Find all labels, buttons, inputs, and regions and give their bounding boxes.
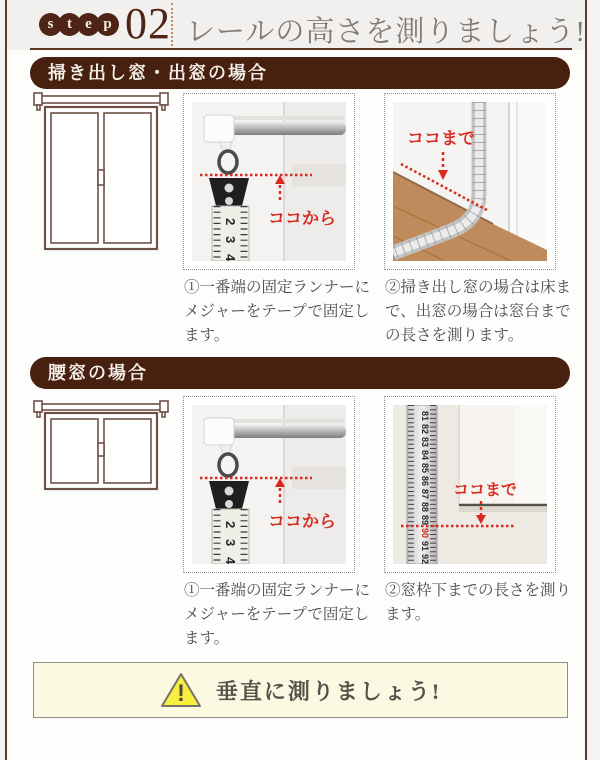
tape-number: 88 [420, 502, 430, 513]
measuring-tape [212, 509, 249, 564]
tape-number: 4 [223, 254, 238, 261]
tape-number: 82 [420, 424, 430, 435]
step-number: 02 [125, 0, 171, 48]
page-title: レールの高さを測りましょう! [186, 16, 587, 48]
caption-fix-tape: ①一番端の固定ランナーにメジャーをテープで固定します。 [184, 582, 371, 648]
waist-window-diagram [28, 398, 174, 494]
tape-number: 87 [420, 489, 430, 500]
koko-kara-label: ココから [268, 512, 336, 531]
tape-number: 84 [420, 450, 430, 461]
tape-number: 81 [420, 411, 430, 422]
section-heading-waist-window: 腰窓の場合 [30, 357, 570, 389]
pole-end-cap [204, 418, 234, 445]
curtain-rail [39, 404, 163, 410]
curtain-pole [220, 122, 346, 135]
tape-number: 3 [223, 236, 238, 244]
tape-number-90: 90 [420, 528, 430, 539]
right-border-line [585, 0, 587, 760]
step-badge [39, 0, 171, 48]
dotted-divider [171, 3, 173, 46]
tape-number: 3 [223, 539, 238, 547]
curtain-pole [220, 425, 346, 438]
warning-triangle-icon [160, 671, 202, 709]
koko-kara-label: ココから [268, 209, 336, 228]
tape-number: 83 [420, 437, 430, 448]
photo-rail-runner-closeup [183, 93, 355, 270]
section-heading-sweep-window: 掃き出し窓・出窓の場合 [30, 57, 570, 89]
notice-box [33, 662, 568, 718]
step-letter-circle: p [96, 13, 119, 36]
tape-number: 86 [420, 476, 430, 487]
tape-number: 91 [420, 541, 430, 552]
photo-tape-to-sill [384, 396, 556, 573]
tall-window-diagram [28, 88, 174, 254]
caption-measure-to-floor: ②掃き出し窓の場合は床まで、出窓の場合は窓台までの長さを測ります。 [385, 279, 572, 345]
window-handle [98, 443, 104, 456]
notice-text: 垂直に測りましょう! [215, 678, 442, 704]
step-letter-circle: s [39, 13, 62, 36]
tape-number: 2 [223, 521, 238, 529]
step-letter-circle: t [58, 13, 81, 36]
caption-measure-to-sill: ②窓枠下までの長さを測ります。 [385, 582, 572, 624]
measuring-tape [212, 206, 249, 261]
pole-end-cap [204, 115, 234, 142]
koko-made-label: ココまで [407, 129, 475, 148]
tape-number: 92 [420, 554, 430, 564]
tape-number: 89 [420, 515, 430, 526]
step-letter-circle: e [77, 13, 100, 36]
left-border-line [5, 0, 7, 760]
window-handle [98, 170, 104, 185]
header-rule [30, 48, 572, 50]
tape-number: 4 [223, 557, 238, 564]
tape-number: 2 [223, 218, 238, 226]
caption-fix-tape: ①一番端の固定ランナーにメジャーをテープで固定します。 [184, 279, 371, 345]
photo-rail-runner-closeup [183, 396, 355, 573]
koko-made-label: ココまで [453, 482, 518, 499]
tape-number: 85 [420, 463, 430, 474]
exclamation-mark: ! [176, 680, 185, 707]
header [7, 0, 585, 50]
photo-tape-to-floor [384, 93, 556, 270]
curtain-rail [39, 96, 163, 103]
